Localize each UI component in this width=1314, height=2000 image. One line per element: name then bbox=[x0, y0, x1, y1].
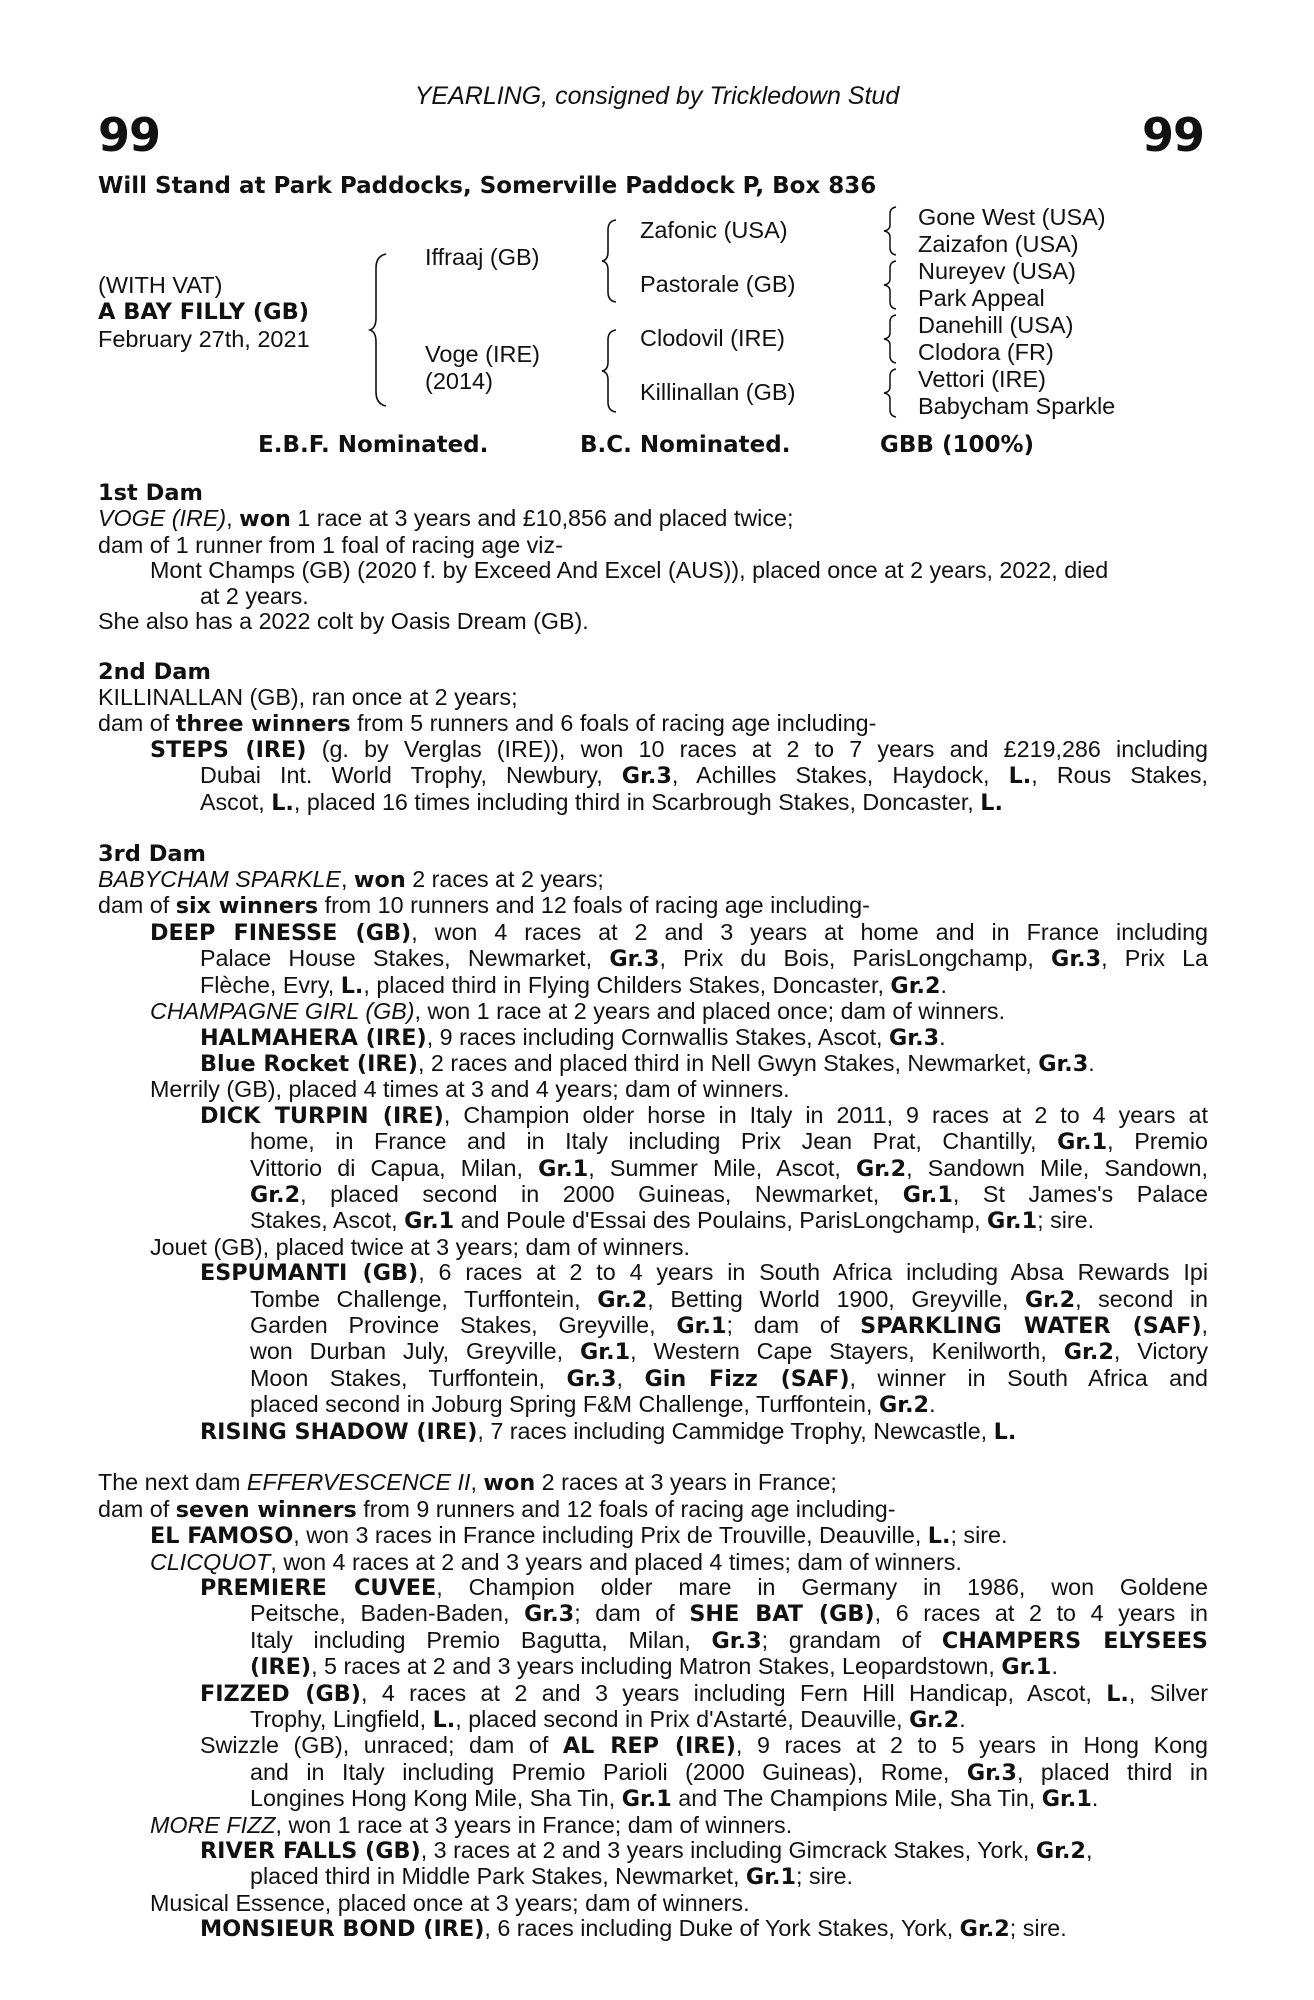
third-dam-line: Stakes, Ascot, Gr.1 and Poule d'Essai des Poulains, ParisLongchamp, Gr.1; sire. bbox=[250, 1208, 1095, 1235]
first-dam-line: VOGE (IRE), won 1 race at 3 years and £10,856 and placed twice; bbox=[98, 506, 794, 533]
third-dam-line: Palace House Stakes, Newmarket, Gr.3, Prix du Bois, ParisLongchamp, Gr.3, Prix La bbox=[200, 946, 1208, 973]
section-heading: 2nd Dam bbox=[98, 659, 211, 685]
next-dam-line: MORE FIZZ, won 1 race at 3 years in France; dam of winners. bbox=[150, 1812, 793, 1838]
second-dam-line: dam of three winners from 5 runners and 6 foals of racing age including- bbox=[98, 710, 877, 737]
stand-location: Will Stand at Park Paddocks, Somerville Paddock P, Box 836 bbox=[98, 173, 877, 199]
vat-note: (WITH VAT) bbox=[98, 272, 223, 298]
third-dam-line: DICK TURPIN (IRE), Champion older horse in Italy in 2011, 9 races at 2 to 4 years at bbox=[200, 1102, 1208, 1129]
third-dam-line: CHAMPAGNE GIRL (GB), won 1 race at 2 years and placed once; dam of winners. bbox=[150, 999, 1006, 1025]
third-dam-line: placed second in Joburg Spring F&M Challenge, Turffontein, Gr.2. bbox=[250, 1392, 936, 1419]
gbb-rating: GBB (100%) bbox=[880, 432, 1035, 458]
ssd: Zaizafon (USA) bbox=[918, 231, 1079, 257]
next-dam-line: RIVER FALLS (GB), 3 races at 2 and 3 years including Gimcrack Stakes, York, Gr.2, bbox=[200, 1838, 1093, 1865]
third-dam-line: HALMAHERA (IRE), 9 races including Cornwallis Stakes, Ascot, Gr.3. bbox=[200, 1024, 946, 1051]
brace-foal bbox=[368, 252, 392, 408]
third-dam-line: Flèche, Evry, L., placed third in Flying Childers Stakes, Doncaster, Gr.2. bbox=[200, 972, 947, 999]
next-dam-line: FIZZED (GB), 4 races at 2 and 3 years including Fern Hill Handicap, Ascot, L., Silver bbox=[200, 1680, 1208, 1707]
lot-number-left: 99 bbox=[98, 108, 161, 162]
third-dam-line: RISING SHADOW (IRE), 7 races including Cammidge Trophy, Newcastle, L. bbox=[200, 1418, 1017, 1445]
second-dam-line: STEPS (IRE) (g. by Verglas (IRE)), won 10 races at 2 to 7 years and £219,286 including bbox=[150, 737, 1208, 764]
next-dam-line: Trophy, Lingfield, L., placed second in Prix d'Astarté, Deauville, Gr.2. bbox=[250, 1707, 966, 1734]
next-dam-line: dam of seven winners from 9 runners and 12 foals of racing age including- bbox=[98, 1496, 896, 1523]
next-dam-line: placed third in Middle Park Stakes, Newmarket, Gr.1; sire. bbox=[250, 1864, 853, 1891]
sire-dam: Pastorale (GB) bbox=[640, 271, 796, 297]
third-dam-line: Blue Rocket (IRE), 2 races and placed third in Nell Gwyn Stakes, Newmarket, Gr.3. bbox=[200, 1050, 1095, 1077]
second-dam-line: Ascot, L., placed 16 times including third in Scarbrough Stakes, Doncaster, L. bbox=[200, 789, 1003, 816]
second-dam-line: KILLINALLAN (GB), ran once at 2 years; bbox=[98, 685, 518, 711]
next-dam-line: Musical Essence, placed once at 3 years; dam of winners. bbox=[150, 1890, 750, 1916]
next-dam-line: CLICQUOT, won 4 races at 2 and 3 years and placed 4 times; dam of winners. bbox=[150, 1549, 962, 1575]
catalogue-body bbox=[98, 481, 1208, 1943]
dam-dam: Killinallan (GB) bbox=[640, 379, 796, 405]
ddd: Babycham Sparkle bbox=[918, 393, 1116, 419]
page-subtitle: YEARLING, consigned by Trickledown Stud bbox=[414, 82, 900, 110]
horse-name: A BAY FILLY (GB) bbox=[98, 299, 310, 325]
third-dam-line: dam of six winners from 10 runners and 12 foals of racing age including- bbox=[98, 893, 870, 920]
dsd: Clodora (FR) bbox=[918, 339, 1054, 365]
third-dam-line: Vittorio di Capua, Milan, Gr.1, Summer Mile, Ascot, Gr.2, Sandown Mile, Sandown, bbox=[250, 1155, 1208, 1182]
ebf-nominated: E.B.F. Nominated. bbox=[258, 432, 489, 458]
next-dam-line: PREMIERE CUVEE, Champion older mare in Germany in 1986, won Goldene bbox=[200, 1575, 1208, 1602]
brace-sd bbox=[882, 259, 902, 311]
sdd: Park Appeal bbox=[918, 285, 1045, 311]
brace-dd bbox=[882, 367, 902, 419]
section-heading: 1st Dam bbox=[98, 481, 203, 506]
foaling-date: February 27th, 2021 bbox=[98, 326, 310, 352]
sire-sire: Zafonic (USA) bbox=[640, 217, 788, 243]
third-dam-section bbox=[98, 842, 1208, 1445]
third-dam-line: won Durban July, Greyville, Gr.1, Western Cape Stayers, Kenilworth, Gr.2, Victory bbox=[250, 1339, 1208, 1366]
next-dam-line: Peitsche, Baden-Baden, Gr.3; dam of SHE BAT (GB), 6 races at 2 to 4 years in bbox=[250, 1601, 1208, 1628]
third-dam-line: home, in France and in Italy including Prix Jean Prat, Chantilly, Gr.1, Premio bbox=[250, 1129, 1208, 1156]
first-dam-line: Mont Champs (GB) (2020 f. by Exceed And Excel (AUS)), placed once at 2 years, 2022, died bbox=[150, 558, 1109, 584]
sire-name: Iffraaj (GB) bbox=[425, 244, 540, 270]
next-dam-line: Italy including Premio Bagutta, Milan, Gr.3; grandam of CHAMPERS ELYSEES bbox=[250, 1627, 1208, 1654]
dss: Danehill (USA) bbox=[918, 312, 1074, 338]
first-dam-section bbox=[98, 481, 1208, 634]
second-dam-line: Dubai Int. World Trophy, Newbury, Gr.3, Achilles Stakes, Haydock, L., Rous Stakes, bbox=[200, 763, 1208, 790]
next-dam-line: EL FAMOSO, won 3 races in France including Prix de Trouville, Deauville, L.; sire. bbox=[150, 1523, 1008, 1550]
brace-ds bbox=[882, 313, 902, 365]
third-dam-line: Tombe Challenge, Turffontein, Gr.2, Betting World 1900, Greyville, Gr.2, second in bbox=[250, 1286, 1208, 1313]
next-dam-line: (IRE), 5 races at 2 and 3 years including Matron Stakes, Leopardstown, Gr.1. bbox=[250, 1654, 1058, 1681]
dam-name: Voge (IRE) bbox=[425, 341, 540, 367]
second-dam-section bbox=[98, 660, 1208, 816]
next-dam-line: Longines Hong Kong Mile, Sha Tin, Gr.1 and The Champions Mile, Sha Tin, Gr.1. bbox=[250, 1786, 1099, 1813]
brace-dam bbox=[600, 328, 622, 414]
third-dam-line: Gr.2, placed second in 2000 Guineas, Newmarket, Gr.1, St James's Palace bbox=[250, 1181, 1208, 1208]
first-dam-line: dam of 1 runner from 1 foal of racing age viz- bbox=[98, 532, 563, 558]
third-dam-line: Merrily (GB), placed 4 times at 3 and 4 years; dam of winners. bbox=[150, 1077, 790, 1103]
dds: Vettori (IRE) bbox=[918, 366, 1046, 392]
brace-ss bbox=[882, 205, 902, 257]
next-dam-line: MONSIEUR BOND (IRE), 6 races including Duke of York Stakes, York, Gr.2; sire. bbox=[200, 1916, 1067, 1943]
next-dam-line: Swizzle (GB), unraced; dam of AL REP (IRE), 9 races at 2 to 5 years in Hong Kong bbox=[200, 1733, 1208, 1760]
third-dam-line: Moon Stakes, Turffontein, Gr.3, Gin Fizz (SAF), winner in South Africa and bbox=[250, 1365, 1208, 1392]
bc-nominated: B.C. Nominated. bbox=[580, 432, 791, 458]
first-dam-line: She also has a 2022 colt by Oasis Dream (GB). bbox=[98, 609, 589, 635]
sss: Gone West (USA) bbox=[918, 204, 1106, 230]
third-dam-line: BABYCHAM SPARKLE, won 2 races at 2 years; bbox=[98, 867, 604, 894]
section-heading: 3rd Dam bbox=[98, 841, 206, 867]
next-dam-line: The next dam EFFERVESCENCE II, won 2 races at 3 years in France; bbox=[98, 1470, 837, 1497]
third-dam-line: Jouet (GB), placed twice at 3 years; dam of winners. bbox=[150, 1234, 690, 1260]
third-dam-line: Garden Province Stakes, Greyville, Gr.1; dam of SPARKLING WATER (SAF), bbox=[250, 1312, 1208, 1339]
dam-foaled-year: (2014) bbox=[425, 368, 493, 394]
lot-number-right: 99 bbox=[1141, 108, 1204, 162]
third-dam-line: DEEP FINESSE (GB), won 4 races at 2 and 3 years at home and in France including bbox=[150, 919, 1208, 946]
next-dam-section bbox=[98, 1470, 1208, 1942]
third-dam-line: ESPUMANTI (GB), 6 races at 2 to 4 years in South Africa including Absa Rewards Ipi bbox=[200, 1260, 1208, 1287]
brace-sire bbox=[600, 218, 622, 304]
dam-sire: Clodovil (IRE) bbox=[640, 325, 785, 351]
next-dam-line: and in Italy including Premio Parioli (2000 Guineas), Rome, Gr.3, placed third in bbox=[250, 1759, 1208, 1786]
sds: Nureyev (USA) bbox=[918, 258, 1077, 284]
first-dam-line: at 2 years. bbox=[200, 583, 309, 609]
